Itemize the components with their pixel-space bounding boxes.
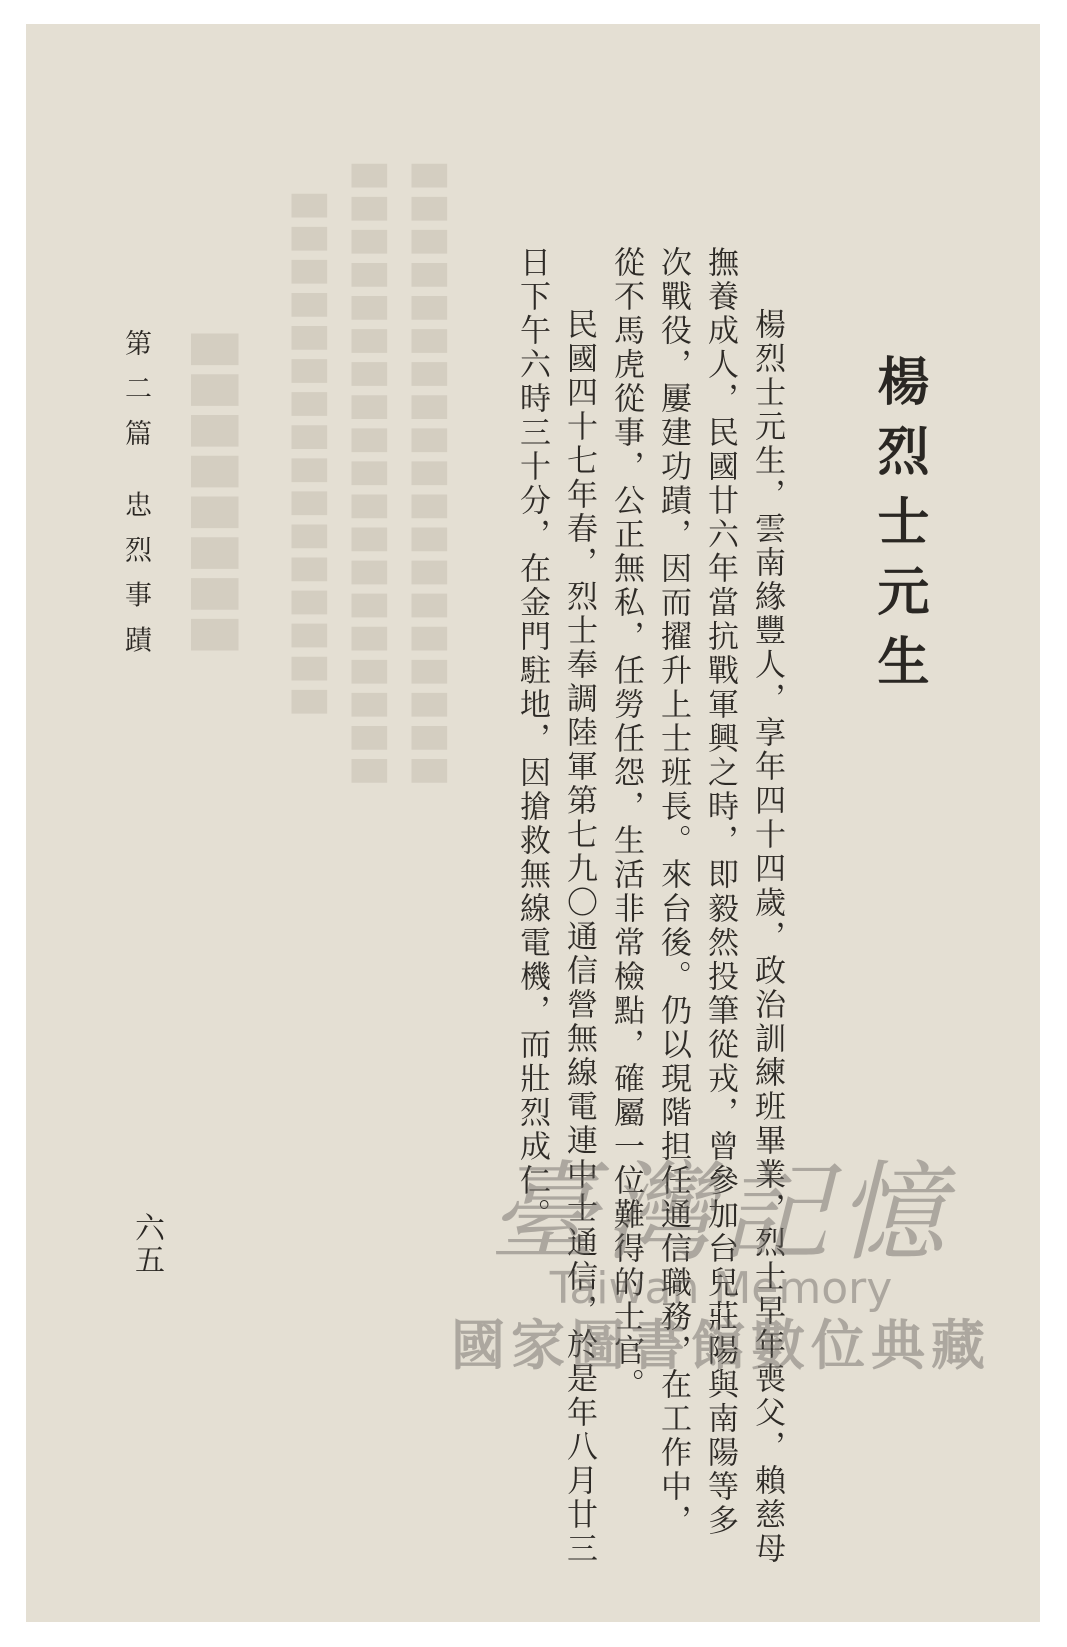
bleed-through-shadow: ████████████████	[291, 194, 326, 724]
watermark-sub: 國家圖書館數位典藏	[451, 1314, 991, 1377]
page-number: 六五	[129, 1212, 164, 1276]
bleed-through-shadow: ███████████████████	[411, 164, 446, 793]
chapter-label: 第二篇 忠烈事蹟	[120, 329, 151, 671]
document-page	[26, 24, 1040, 1622]
body-text	[508, 246, 790, 1566]
bleed-through-shadow: ███████████████████	[351, 164, 386, 793]
watermark-main: 臺灣記憶	[488, 1151, 953, 1276]
paragraph: 楊烈士元生，雲南緣豐人，享年四十四歲，政治訓練班畢業，烈士早年喪父，賴慈母撫養成人，民國廿六年當抗戰軍興之時，即毅然投筆從戎，曾參加台兒莊陽與南陽等多次戰役，屢建功蹟，因而擢升上士班長。來台後。仍以現階担任通信職務，在工作中，從不馬虎從事，公正無私，任勞任怨，生活非常檢點，確屬一位難得的士官。	[608, 246, 785, 1566]
bleed-through-shadow: ████████	[191, 334, 237, 661]
paragraph: 民國四十七年春，烈士奉調陸軍第七九〇通信營無線電連中士通信，於是年八月廿三日下午六時三十分，在金門駐地，因搶救無線電機，而壯烈成仁。	[514, 246, 597, 1566]
article-title: 楊烈士元生	[868, 354, 929, 704]
watermark-english: Taiwan Memory	[549, 1263, 893, 1314]
